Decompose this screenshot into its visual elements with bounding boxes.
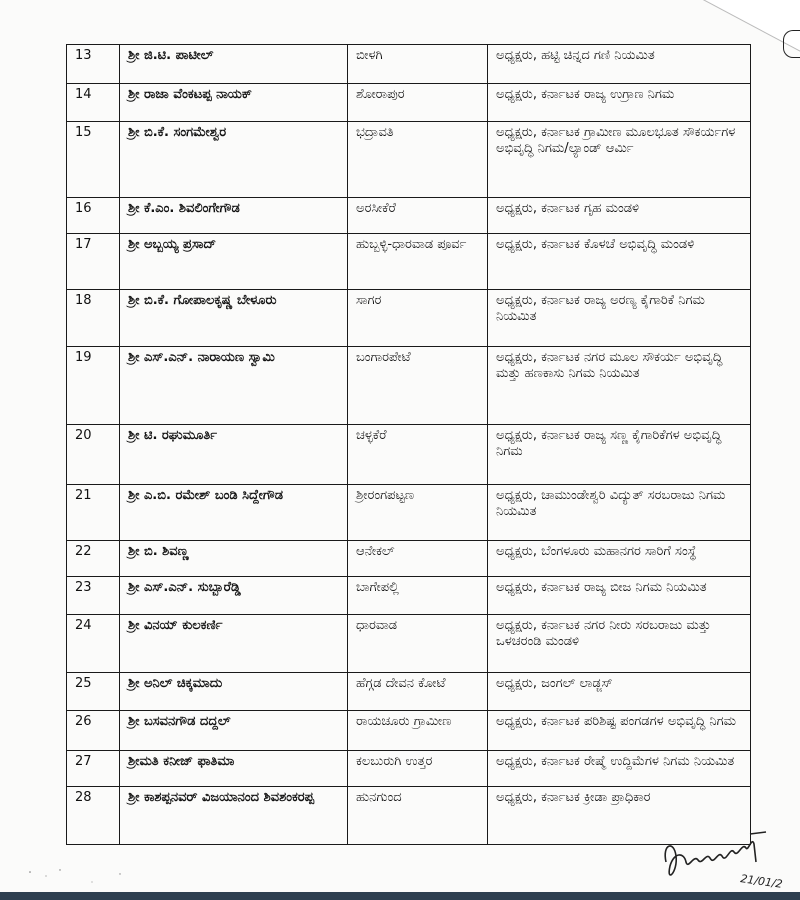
- member-name: ಶ್ರೀ ಎ.ಬಿ. ರಮೇಶ್ ಬಂಡಿ ಸಿದ್ದೇಗೌಡ: [120, 485, 348, 541]
- row-number: 25: [67, 673, 120, 711]
- table-row: [67, 84, 751, 122]
- table-row: [67, 234, 751, 290]
- table-row: [67, 122, 751, 198]
- table-row: [67, 541, 751, 577]
- stamp-mark: [783, 30, 800, 58]
- appointed-post: ಅಧ್ಯಕ್ಷರು, ಕರ್ನಾಟಕ ಪರಿಶಿಷ್ಟ ಪಂಗಡಗಳ ಅಭಿವೃದ್ಧಿ ನಿಗಮ: [488, 711, 751, 751]
- constituency: ಕಲಬುರುಗಿ ಉತ್ತರ: [348, 751, 488, 787]
- appointed-post: ಅಧ್ಯಕ್ಷರು, ಬೆಂಗಳೂರು ಮಹಾನಗರ ಸಾರಿಗೆ ಸಂಸ್ಥೆ: [488, 541, 751, 577]
- member-name: ಶ್ರೀ ಕೆ.ಎಂ. ಶಿವಲಿಂಗೇಗೌಡ: [120, 198, 348, 234]
- row-number: 14: [67, 84, 120, 122]
- constituency: ರಾಯಚೂರು ಗ್ರಾಮೀಣ: [348, 711, 488, 751]
- member-name: ಶ್ರೀ ಎಸ್.ಎನ್. ಸುಬ್ಬಾರೆಡ್ಡಿ: [120, 577, 348, 615]
- appointed-post: ಅಧ್ಯಕ್ಷರು, ಕರ್ನಾಟಕ ಗ್ರಾಮೀಣ ಮೂಲಭೂತ ಸೌಕರ್ಯಗಳ ಅಭಿವೃದ್ಧಿ ನಿಗಮ/ಲ್ಯಾಂಡ್ ಆರ್ಮಿ: [488, 122, 751, 198]
- constituency: ಶ್ರೀರಂಗಪಟ್ಟಣ: [348, 485, 488, 541]
- handwritten-signature: [660, 822, 800, 892]
- scan-speckles: [0, 860, 200, 890]
- table-row: [67, 290, 751, 347]
- constituency: ಆನೇಕಲ್: [348, 541, 488, 577]
- row-number: 15: [67, 122, 120, 198]
- table-row: [67, 485, 751, 541]
- table-row: [67, 45, 751, 84]
- member-name: ಶ್ರೀ ಕಾಶಪ್ಪನವರ್ ವಿಜಯಾನಂದ ಶಿವಶಂಕರಪ್ಪ: [120, 787, 348, 845]
- appointed-post: ಅಧ್ಯಕ್ಷರು, ಕರ್ನಾಟಕ ರಾಜ್ಯ ಸಣ್ಣ ಕೈಗಾರಿಕೆಗಳ ಅಭಿವೃದ್ಧಿ ನಿಗಮ: [488, 425, 751, 485]
- appointments-table: [66, 44, 751, 845]
- constituency: ಧಾರವಾಡ: [348, 615, 488, 673]
- row-number: 16: [67, 198, 120, 234]
- constituency: ಬೀಳಗಿ: [348, 45, 488, 84]
- row-number: 26: [67, 711, 120, 751]
- member-name: ಶ್ರೀ ವಿನಯ್ ಕುಲಕರ್ಣಿ: [120, 615, 348, 673]
- row-number: 19: [67, 347, 120, 425]
- appointed-post: ಅಧ್ಯಕ್ಷರು, ಕರ್ನಾಟಕ ರಾಜ್ಯ ಉಗ್ರಾಣ ನಿಗಮ: [488, 84, 751, 122]
- appointed-post: ಅಧ್ಯಕ್ಷರು, ಹಟ್ಟಿ ಚಿನ್ನದ ಗಣಿ ನಿಯಮಿತ: [488, 45, 751, 84]
- member-name: ಶ್ರೀ ಬಿ.ಕೆ. ಗೋಪಾಲಕೃಷ್ಣ ಬೇಳೂರು: [120, 290, 348, 347]
- constituency: ಹುನಗುಂದ: [348, 787, 488, 845]
- member-name: ಶ್ರೀ ಅಬ್ಬಯ್ಯ ಪ್ರಸಾದ್: [120, 234, 348, 290]
- row-number: 24: [67, 615, 120, 673]
- row-number: 20: [67, 425, 120, 485]
- appointed-post: ಅಧ್ಯಕ್ಷರು, ಜಂಗಲ್ ಲಾಡ್ಜಸ್: [488, 673, 751, 711]
- member-name: ಶ್ರೀ ಟಿ. ರಘುಮೂರ್ತಿ: [120, 425, 348, 485]
- row-number: 13: [67, 45, 120, 84]
- table-body: [67, 45, 751, 845]
- constituency: ಬಂಗಾರಪೇಟೆ: [348, 347, 488, 425]
- table-row: [67, 198, 751, 234]
- constituency: ಶೋರಾಪುರ: [348, 84, 488, 122]
- appointed-post: ಅಧ್ಯಕ್ಷರು, ಕರ್ನಾಟಕ ನಗರ ನೀರು ಸರಬರಾಜು ಮತ್ತು ಒಳಚರಂಡಿ ಮಂಡಳಿ: [488, 615, 751, 673]
- appointed-post: ಅಧ್ಯಕ್ಷರು, ಕರ್ನಾಟಕ ಕ್ರೀಡಾ ಪ್ರಾಧಿಕಾರ: [488, 787, 751, 845]
- member-name: ಶ್ರೀಮತಿ ಕನೀಜ್ ಫಾತಿಮಾ: [120, 751, 348, 787]
- appointed-post: ಅಧ್ಯಕ್ಷರು, ಕರ್ನಾಟಕ ಕೊಳಚೆ ಅಭಿವೃದ್ಧಿ ಮಂಡಳಿ: [488, 234, 751, 290]
- member-name: ಶ್ರೀ ಎಸ್.ಎನ್. ನಾರಾಯಣ ಸ್ವಾಮಿ: [120, 347, 348, 425]
- row-number: 27: [67, 751, 120, 787]
- constituency: ಅರಸೀಕೆರೆ: [348, 198, 488, 234]
- member-name: ಶ್ರೀ ಬಿ.ಕೆ. ಸಂಗಮೇಶ್ವರ: [120, 122, 348, 198]
- table-row: [67, 615, 751, 673]
- member-name: ಶ್ರೀ ಜಿ.ಟಿ. ಪಾಟೀಲ್: [120, 45, 348, 84]
- constituency: ಬಾಗೇಪಲ್ಲಿ: [348, 577, 488, 615]
- row-number: 18: [67, 290, 120, 347]
- scan-edge-strip: [0, 892, 800, 900]
- appointed-post: ಅಧ್ಯಕ್ಷರು, ಕರ್ನಾಟಕ ರಾಜ್ಯ ಅರಣ್ಯ ಕೈಗಾರಿಕೆ ನಿಗಮ ನಿಯಮಿತ: [488, 290, 751, 347]
- table-row: [67, 347, 751, 425]
- signature-date: 21/01/2: [739, 872, 784, 891]
- appointed-post: ಅಧ್ಯಕ್ಷರು, ಕರ್ನಾಟಕ ರೇಷ್ಮೆ ಉದ್ದಿಮೆಗಳ ನಿಗಮ ನಿಯಮಿತ: [488, 751, 751, 787]
- constituency: ಹುಬ್ಬಳ್ಳಿ-ಧಾರವಾಡ ಪೂರ್ವ: [348, 234, 488, 290]
- constituency: ಹೆಗ್ಗಡ ದೇವನ ಕೋಟೆ: [348, 673, 488, 711]
- member-name: ಶ್ರೀ ಬಿ. ಶಿವಣ್ಣ: [120, 541, 348, 577]
- appointed-post: ಅಧ್ಯಕ್ಷರು, ಕರ್ನಾಟಕ ರಾಜ್ಯ ಬೀಜ ನಿಗಮ ನಿಯಮಿತ: [488, 577, 751, 615]
- appointed-post: ಅಧ್ಯಕ್ಷರು, ಕರ್ನಾಟಕ ನಗರ ಮೂಲ ಸೌಕರ್ಯ ಅಭಿವೃದ್ಧಿ ಮತ್ತು ಹಣಕಾಸು ನಿಗಮ ನಿಯಮಿತ: [488, 347, 751, 425]
- row-number: 28: [67, 787, 120, 845]
- table-row: [67, 711, 751, 751]
- row-number: 17: [67, 234, 120, 290]
- table-row: [67, 673, 751, 711]
- appointed-post: ಅಧ್ಯಕ್ಷರು, ಚಾಮುಂಡೇಶ್ವರಿ ವಿದ್ಯುತ್ ಸರಬರಾಜು ನಿಗಮ ನಿಯಮಿತ: [488, 485, 751, 541]
- row-number: 22: [67, 541, 120, 577]
- member-name: ಶ್ರೀ ರಾಜಾ ವೆಂಕಟಪ್ಪ ನಾಯಕ್: [120, 84, 348, 122]
- member-name: ಶ್ರೀ ಬಸವನಗೌಡ ದದ್ದಲ್: [120, 711, 348, 751]
- constituency: ಚಳ್ಳಕೆರೆ: [348, 425, 488, 485]
- row-number: 23: [67, 577, 120, 615]
- table-row: [67, 425, 751, 485]
- table-row: [67, 577, 751, 615]
- constituency: ಸಾಗರ: [348, 290, 488, 347]
- row-number: 21: [67, 485, 120, 541]
- appointed-post: ಅಧ್ಯಕ್ಷರು, ಕರ್ನಾಟಕ ಗೃಹ ಮಂಡಳಿ: [488, 198, 751, 234]
- table-row: [67, 787, 751, 845]
- member-name: ಶ್ರೀ ಅನಿಲ್ ಚಿಕ್ಕಮಾದು: [120, 673, 348, 711]
- table-row: [67, 751, 751, 787]
- constituency: ಭದ್ರಾವತಿ: [348, 122, 488, 198]
